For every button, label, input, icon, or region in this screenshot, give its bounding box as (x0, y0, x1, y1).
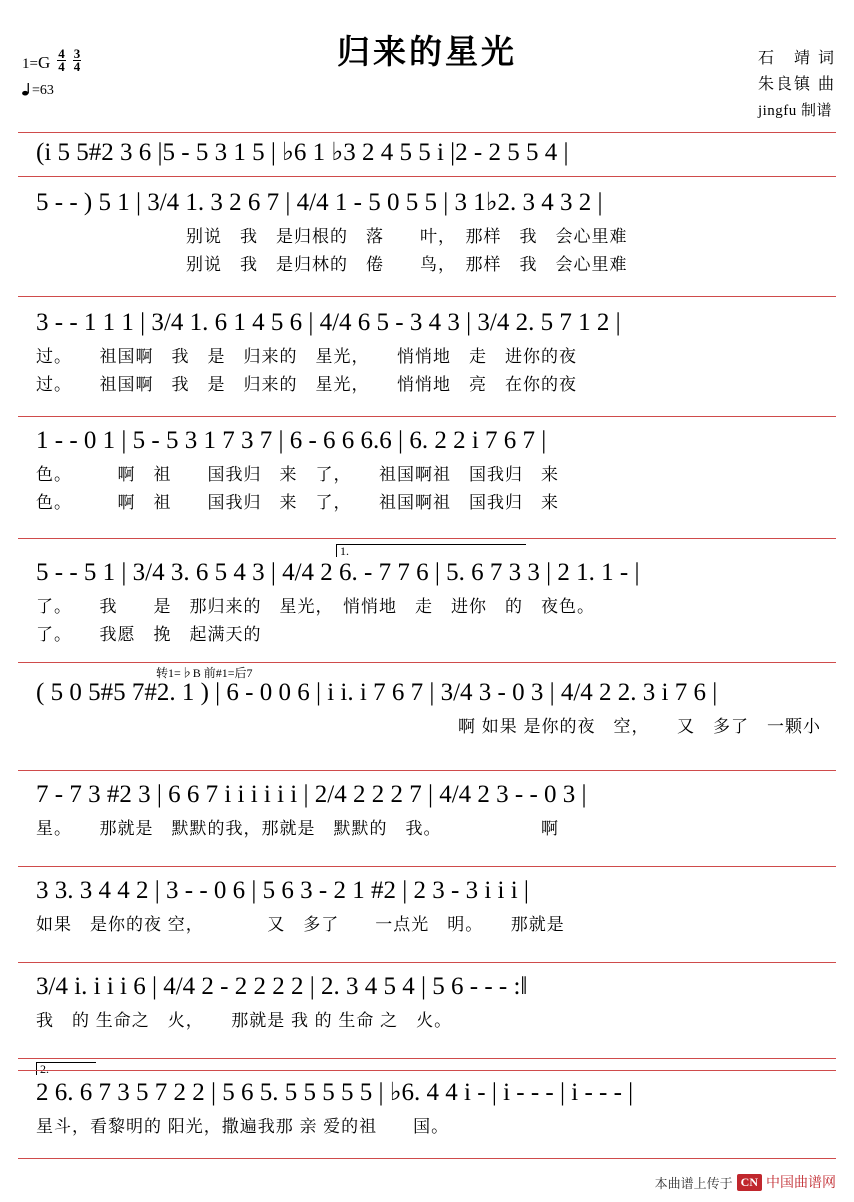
credit-composer-name: 朱良镇 (757, 76, 812, 93)
lyric-line-4b: 色。 啊 祖 国我归 来 了， 祖国啊祖 国我归 来 (36, 493, 559, 512)
notation-line-8: 3 3. 3 4 4 2 | 3 - - 0 6 | 5 6 3 - 2 1 #2 | 2 3 - 3 i i i | (36, 877, 529, 904)
page-title: 归来的星光 (337, 33, 517, 70)
system-8 (36, 874, 818, 940)
notation-line-9: 3/4 i. i i i 6 | 4/4 2 - 2 2 2 2 | 2. 3 4 5 4 | 5 6 - - - :‖ (36, 973, 528, 1000)
lyric-line-5b: 了。 我愿 挽 起满天的 (36, 625, 262, 644)
lyric-line-6: 啊 如果 是你的夜 空， 又 多了 一颗小 (296, 717, 821, 736)
footer-watermark (655, 1172, 836, 1192)
meter-numerator: 4 (58, 46, 65, 61)
meter-denominator: 4 (58, 59, 65, 74)
system-1 (36, 136, 818, 174)
notation-line-7: 7 - 7 3 #2 3 | 6 6 7 i i i i i i | 2/4 2 2 2 7 | 4/4 2 3 - - 0 3 | (36, 781, 587, 808)
system-divider (18, 866, 836, 867)
time-signature-3-4 (73, 48, 82, 73)
credit-lyricist (758, 46, 834, 72)
site-logo-icon: CN (737, 1174, 762, 1191)
credit-lyricist-name: 石 靖 (757, 50, 812, 67)
footer-text: 本曲谱上传于 (654, 1175, 733, 1191)
system-divider (18, 662, 836, 663)
meter-numerator: 3 (73, 46, 81, 61)
time-signature-4-4 (57, 48, 66, 73)
lyric-line-3a: 过。 祖国啊 我 是 归来的 星光， 悄悄地 走 进你的夜 (36, 347, 577, 366)
lyric-line-5a: 了。 我 是 那归来的 星光， 悄悄地 走 进你 的 夜色。 (36, 597, 595, 616)
second-ending-bracket: 2. (36, 1062, 96, 1075)
system-divider (18, 1058, 836, 1059)
system-2 (36, 186, 818, 280)
system-divider (18, 770, 836, 771)
system-4 (36, 424, 818, 518)
notation-line-6: ( 5 0 5#5 7#2. 1 ) | 6 - 0 0 6 | i i. i 7 6 7 | 3/4 3 - 0 3 | 4/4 2 2. 3 i 7 6 | (36, 679, 718, 706)
system-divider (18, 416, 836, 417)
key-label: 1=G (22, 53, 51, 72)
system-divider (18, 538, 836, 539)
tempo-value: =63 (32, 83, 54, 98)
first-ending-bracket: 1. (336, 544, 526, 557)
notation-line-10: 2 6. 6 7 3 5 7 2 2 | 5 6 5. 5 5 5 5 5 | ♭6. 4 4 i - | i - - - | i - - - | (36, 1079, 634, 1106)
lyric-line-9: 我 的 生命之 火， 那就是 我 的 生命 之 火。 (36, 1011, 453, 1030)
credits-block (758, 46, 834, 124)
quarter-note-icon (22, 83, 32, 96)
credit-composer-role: 曲 (817, 76, 834, 93)
system-5 (36, 544, 818, 650)
notation-line-4: 1 - - 0 1 | 5 - 5 3 1 7 3 7 | 6 - 6 6 6.6 | 6. 2 2 i 7 6 7 | (36, 427, 547, 454)
site-name: 中国曲谱网 (766, 1176, 836, 1191)
lyric-line-4a: 色。 啊 祖 国我归 来 了， 祖国啊祖 国我归 来 (36, 465, 559, 484)
lyric-line-7: 星。 那就是 默默的我，那就是 默默的 我。 啊 (36, 819, 559, 838)
system-7 (36, 778, 818, 844)
modulation-marking: 转1=♭B 前#1=后7 (156, 666, 253, 680)
notation-line-2: 5 - - ) 5 1 | 3/4 1. 3 2 6 7 | 4/4 1 - 5 0 5 5 | 3 1♭2. 3 4 3 2 | (36, 189, 603, 216)
system-divider (18, 1070, 836, 1071)
lyric-line-2b: 别说 我 是归林的 倦 鸟， 那样 我 会心里难 (186, 255, 628, 274)
system-6 (36, 666, 821, 742)
credit-composer (758, 72, 834, 98)
system-divider (18, 962, 836, 963)
notation-line-3: 3 - - 1 1 1 | 3/4 1. 6 1 4 5 6 | 4/4 6 5 - 3 4 3 | 3/4 2. 5 7 1 2 | (36, 309, 621, 336)
system-9 (36, 970, 818, 1036)
system-3 (36, 306, 818, 400)
lyric-line-3b: 过。 祖国啊 我 是 归来的 星光， 悄悄地 亮 在你的夜 (36, 375, 577, 394)
notation-line-1: (i 5 5#2 3 6 |5 - 5 3 1 5 | ♭6 1 ♭3 2 4 5 5 i |2 - 2 5 5 4 | (36, 139, 569, 166)
key-signature-block (22, 48, 81, 99)
lyric-line-8: 如果 是你的夜 空， 又 多了 一点光 明。 那就是 (36, 915, 565, 934)
meter-denominator: 4 (73, 59, 81, 74)
tempo-marking (22, 82, 81, 99)
system-divider (18, 296, 836, 297)
system-divider (18, 1158, 836, 1159)
system-10 (36, 1062, 818, 1142)
credit-lyricist-role: 词 (817, 50, 834, 67)
notation-line-5: 5 - - 5 1 | 3/4 3. 6 5 4 3 | 4/4 2 6. - 7 7 6 | 5. 6 7 3 3 | 2 1. 1 - | (36, 559, 640, 586)
lyric-line-10: 星斗，看黎明的 阳光，撒遍我那 亲 爱的祖 国。 (36, 1117, 450, 1136)
key-value: G (37, 53, 51, 72)
credit-engraver: jingfu 制谱 (757, 103, 833, 119)
system-divider (18, 132, 836, 133)
system-divider (18, 176, 836, 177)
lyric-line-2a: 别说 我 是归根的 落 叶， 那样 我 会心里难 (186, 227, 628, 246)
